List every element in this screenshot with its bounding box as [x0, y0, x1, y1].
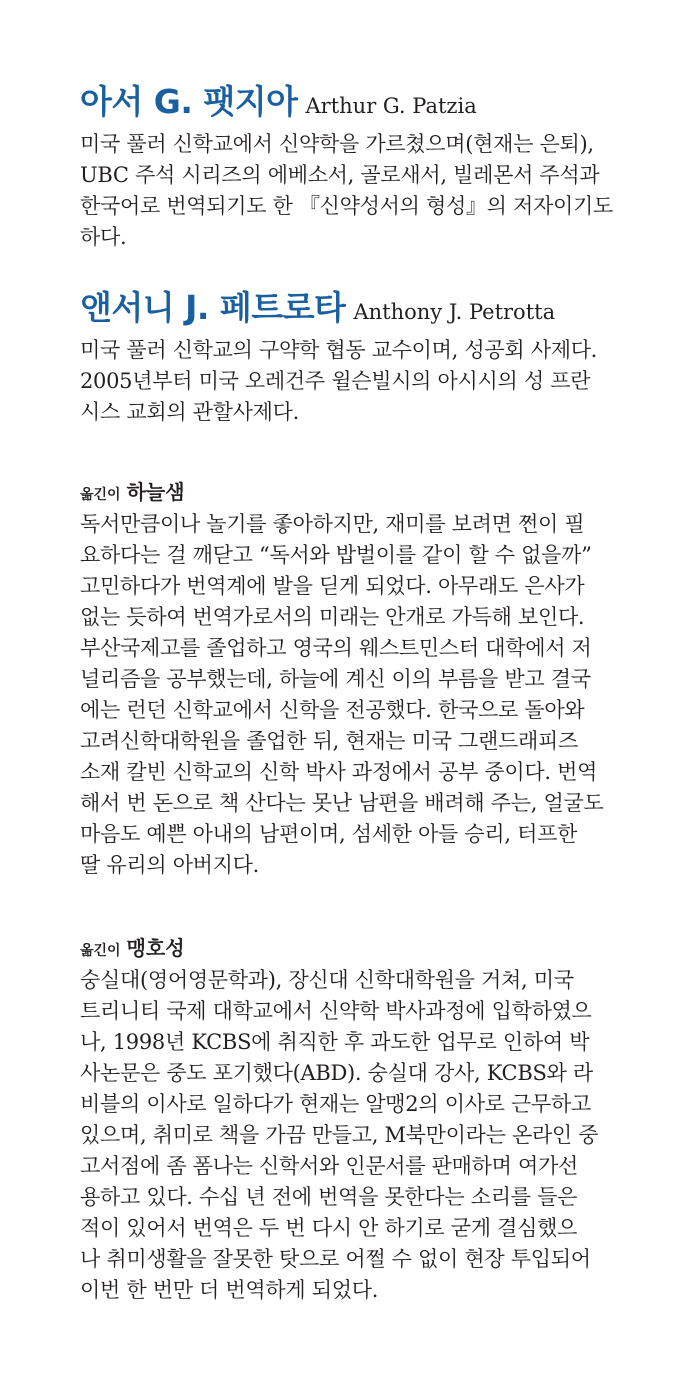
bio-line: 2005년부터 미국 오레건주 윌슨빌시의 아시시의 성 프란 [80, 369, 591, 393]
bio-line: 숭실대(영어영문학과), 장신대 신학대학원을 거쳐, 미국 [80, 968, 574, 992]
translator-heading [80, 476, 603, 505]
author-bio [80, 129, 613, 253]
bio-line: 적이 있어서 번역은 두 번 다시 안 하기로 굳게 결심했으 [80, 1216, 578, 1240]
bio-line: 고민하다가 번역계에 발을 딛게 되었다. 아무래도 은사가 [80, 574, 585, 598]
bio-line: 한국어로 번역되기도 한 『신약성서의 형성』의 저자이기도 [80, 194, 613, 218]
bio-line: 있으며, 취미로 책을 가끔 만들고, M북만이라는 온라인 중 [80, 1123, 599, 1147]
bio-line: 부산국제고를 졸업하고 영국의 웨스트민스터 대학에서 저 [80, 636, 592, 660]
bio-line: 딸 유리의 아버지다. [80, 853, 260, 877]
translator-name: 하늘샘 [126, 480, 185, 504]
bio-line: 마음도 예쁜 아내의 남편이며, 섬세한 아들 승리, 터프한 [80, 822, 578, 846]
bio-line: 없는 듯하여 번역가로서의 미래는 안개로 가득해 보인다. [80, 605, 585, 629]
translator-bio [80, 509, 603, 881]
author-name-korean: 아서 G. 팻지아 [80, 82, 298, 121]
author-bio [80, 335, 597, 428]
bio-line: 시스 교회의 관할사제다. [80, 400, 299, 424]
author-heading [80, 76, 613, 123]
author-petrotta [80, 282, 597, 428]
bio-line: 이번 한 번만 더 번역하게 되었다. [80, 1278, 379, 1302]
bio-line: UBC 주석 시리즈의 에베소서, 골로새서, 빌레몬서 주석과 [80, 163, 600, 187]
bio-line: 미국 풀러 신학교의 구약학 협동 교수이며, 성공회 사제다. [80, 338, 598, 362]
translator-bio [80, 965, 598, 1306]
author-patzia [80, 76, 613, 253]
bio-line: 나, 1998년 KCBS에 취직한 후 과도한 업무로 인하여 박 [80, 1030, 590, 1054]
bio-line: 고려신학대학원을 졸업한 뒤, 현재는 미국 그랜드래피즈 [80, 729, 578, 753]
bio-line: 에는 런던 신학교에서 신학을 전공했다. 한국으로 돌아와 [80, 698, 585, 722]
bio-line: 미국 풀러 신학교에서 신약학을 가르쳤으며(현재는 은퇴), [80, 132, 594, 156]
translator-label: 옮긴이 [80, 943, 121, 959]
translator-maeng-hoseong [80, 932, 598, 1306]
bio-line: 독서만큼이나 놀기를 좋아하지만, 재미를 보려면 쩐이 필 [80, 512, 585, 536]
translator-name: 맹호성 [126, 936, 185, 960]
bio-line: 용하고 있다. 수십 년 전에 번역을 못한다는 소리를 들은 [80, 1185, 578, 1209]
author-heading [80, 282, 597, 329]
bio-line: 고서점에 좀 폼나는 신학서와 인문서를 판매하며 여가선 [80, 1154, 578, 1178]
bio-line: 하다. [80, 225, 127, 249]
bio-line: 사논문은 중도 포기했다(ABD). 숭실대 강사, KCBS와 라 [80, 1061, 593, 1085]
bio-line: 소재 칼빈 신학교의 신학 박사 과정에서 공부 중이다. 번역 [80, 760, 598, 784]
bio-line: 나 취미생활을 잘못한 탓으로 어쩔 수 없이 현장 투입되어 [80, 1247, 591, 1271]
bio-line: 널리즘을 공부했는데, 하늘에 계신 이의 부름을 받고 결국 [80, 667, 591, 691]
bio-line: 비블의 이사로 일하다가 현재는 알맹2의 이사로 근무하고 [80, 1092, 591, 1116]
bio-line: 해서 번 돈으로 책 산다는 못난 남편을 배려해 주는, 얼굴도 [80, 791, 604, 815]
translator-haneulsaem [80, 476, 603, 881]
bio-line: 트리니티 국제 대학교에서 신약학 박사과정에 입학하였으 [80, 999, 592, 1023]
bio-line: 요하다는 걸 깨닫고 “독서와 밥벌이를 같이 할 수 없을까” [80, 543, 592, 567]
translator-label: 옮긴이 [80, 487, 121, 503]
author-name-english: Arthur G. Patzia [305, 94, 477, 118]
translator-heading [80, 932, 598, 961]
author-name-english: Anthony J. Petrotta [353, 300, 556, 324]
author-name-korean: 앤서니 J. 페트로타 [80, 288, 346, 327]
